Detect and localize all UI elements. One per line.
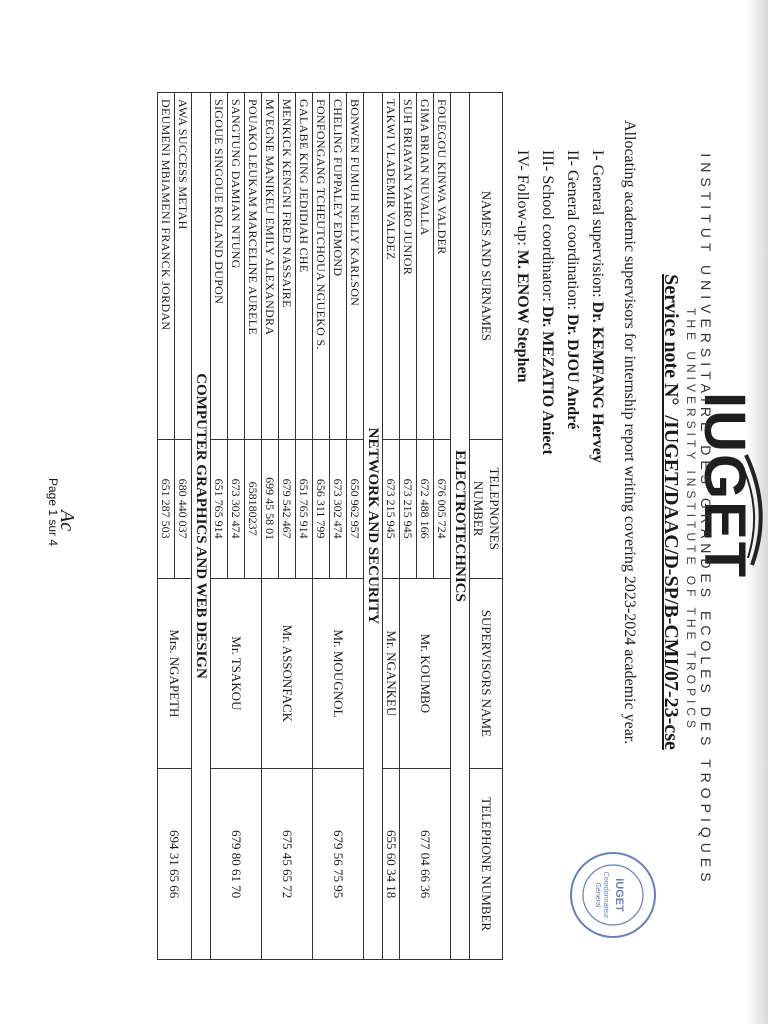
supervisor-phone: 679 56 75 95 — [313, 769, 364, 960]
roles-list — [510, 150, 610, 463]
student-phone: 651 287 503 — [158, 439, 175, 578]
svg-text:IUGET: IUGET — [613, 878, 625, 912]
table-row — [434, 93, 451, 960]
handwritten-initials: Ac — [56, 510, 78, 532]
student-name: SUH BRIAYAN YAHRO JUNIOR — [400, 93, 417, 440]
table-row — [347, 93, 364, 960]
student-name: SANGTUNG DAMIAN NTUNG — [228, 93, 245, 440]
student-name: MVEGNE MANIKEU EMILY ALEXANDRA — [262, 93, 279, 440]
section-title: COMPUTER GRAPHICS AND WEB DESIGN — [192, 93, 211, 960]
supervisor-name: Mr. TSAKOU — [211, 578, 262, 769]
section-title: ELECTROTECHNICS — [451, 93, 470, 960]
student-name: AWA SUCCESS METAH — [175, 93, 192, 440]
student-phone: 656 311 799 — [313, 439, 330, 578]
student-name: GALABE KING JEDIDIAH CHE — [296, 93, 313, 440]
col-header-supervisor-phone: TELEPHONE NUMBER — [470, 769, 503, 960]
student-name: MENKICK KENGNI FRED NASSAIRE — [279, 93, 296, 440]
student-phone: 699 45 58 01 — [262, 439, 279, 578]
supervisor-name: Mr. ASSONFACK — [262, 578, 313, 769]
svg-text:Général: Général — [594, 882, 601, 908]
role-follow-up: IV- Follow-up: M. ENOW Stephen — [514, 150, 531, 383]
role-general-coordination: II- General coordination: Dr. DJOU André — [564, 150, 581, 430]
table-row — [383, 93, 400, 960]
institution-name-english: THE UNIVERSITY INSTITUTE OF THE TROPICS — [684, 307, 698, 733]
supervisor-name: Mr. NGANKEU — [383, 578, 400, 769]
student-name: BONWEN FUMUH NELLY KARLSON — [347, 93, 364, 440]
student-name: CHELING FUPPALEY EDMOND — [330, 93, 347, 440]
supervisor-phone: 655 60 34 18 — [383, 769, 400, 960]
student-name: TAKWI VLADEMIR VALDEZ — [383, 93, 400, 440]
student-phone: 651 765 914 — [296, 439, 313, 578]
student-phone: 658180237 — [245, 439, 262, 578]
col-header-supervisor: SUPERVISORS NAME — [470, 578, 503, 769]
supervisors-allocation-table — [157, 92, 503, 960]
official-stamp-icon — [568, 850, 658, 940]
student-name: FONFONGANG TCHEUTCHOUA NGUEKO S. — [313, 93, 330, 440]
student-name: SIGOUE SINGOUE ROLAND DUPON — [211, 93, 228, 440]
table-row — [175, 93, 192, 960]
page-number: Page 1 sur 4 — [46, 477, 60, 547]
student-name: FOUEGOU KINWA VALDER — [434, 93, 451, 440]
supervisor-phone: 675 45 65 72 — [262, 769, 313, 960]
table-row — [296, 93, 313, 960]
role-general-supervision: I- General supervision: Dr. KEMFANG Hervey — [589, 150, 606, 463]
student-phone: 676 005 724 — [434, 439, 451, 578]
table-row — [245, 93, 262, 960]
student-phone: 673 302 474 — [228, 439, 245, 578]
service-note-reference: Service note N°_/IUGET/DAAC/D-SP/B-CMI/07-23-cse — [660, 274, 682, 750]
student-phone: 679 542 467 — [279, 439, 296, 578]
student-phone: 650 962 957 — [347, 439, 364, 578]
supervisor-name: Mr. MOUGNOL — [313, 578, 364, 769]
student-phone: 680 440 037 — [175, 439, 192, 578]
supervisor-phone: 677 04 66 36 — [400, 769, 451, 960]
supervisor-phone: 694 31 65 66 — [158, 769, 192, 960]
institution-name-french: INSTITUT UNIVERSITAIRE DES GRANDES ECOLES DES TROPIQUES — [698, 153, 714, 887]
student-name: DEUMENI MBIAMENI FRANCK JORDAN — [158, 93, 175, 440]
student-phone: 673 215 945 — [400, 439, 417, 578]
student-name: POUAKO LEUKAM MARCELINE AURELE — [245, 93, 262, 440]
intro-text: Allocating academic supervisors for internship report writing covering 2023-2024 academic year. — [621, 120, 638, 745]
supervisor-phone: 679 80 61 70 — [211, 769, 262, 960]
section-title: NETWORK AND SECURITY — [364, 93, 383, 960]
section-row — [451, 93, 470, 960]
student-phone: 651 765 914 — [211, 439, 228, 578]
supervisor-name: Mr. KOUMBO — [400, 578, 451, 769]
student-phone: 673 302 474 — [330, 439, 347, 578]
col-header-student-phone: TELEPNONES NUMBER — [470, 439, 503, 578]
student-phone: 673 215 945 — [383, 439, 400, 578]
section-row — [192, 93, 211, 960]
iuget-logo: IUGET — [692, 392, 757, 580]
svg-text:Coordonnateur: Coordonnateur — [602, 871, 609, 919]
supervisor-name: Mrs. NGAPETH — [158, 578, 192, 769]
table-header-row — [470, 93, 503, 960]
section-row — [364, 93, 383, 960]
col-header-names: NAMES AND SURNAMES — [470, 93, 503, 440]
student-name: GIMA BRIAN NUVALLA — [417, 93, 434, 440]
student-phone: 672 488 166 — [417, 439, 434, 578]
role-school-coordinator: III- School coordinator: Dr. MEZATIO Aniect — [539, 150, 556, 455]
